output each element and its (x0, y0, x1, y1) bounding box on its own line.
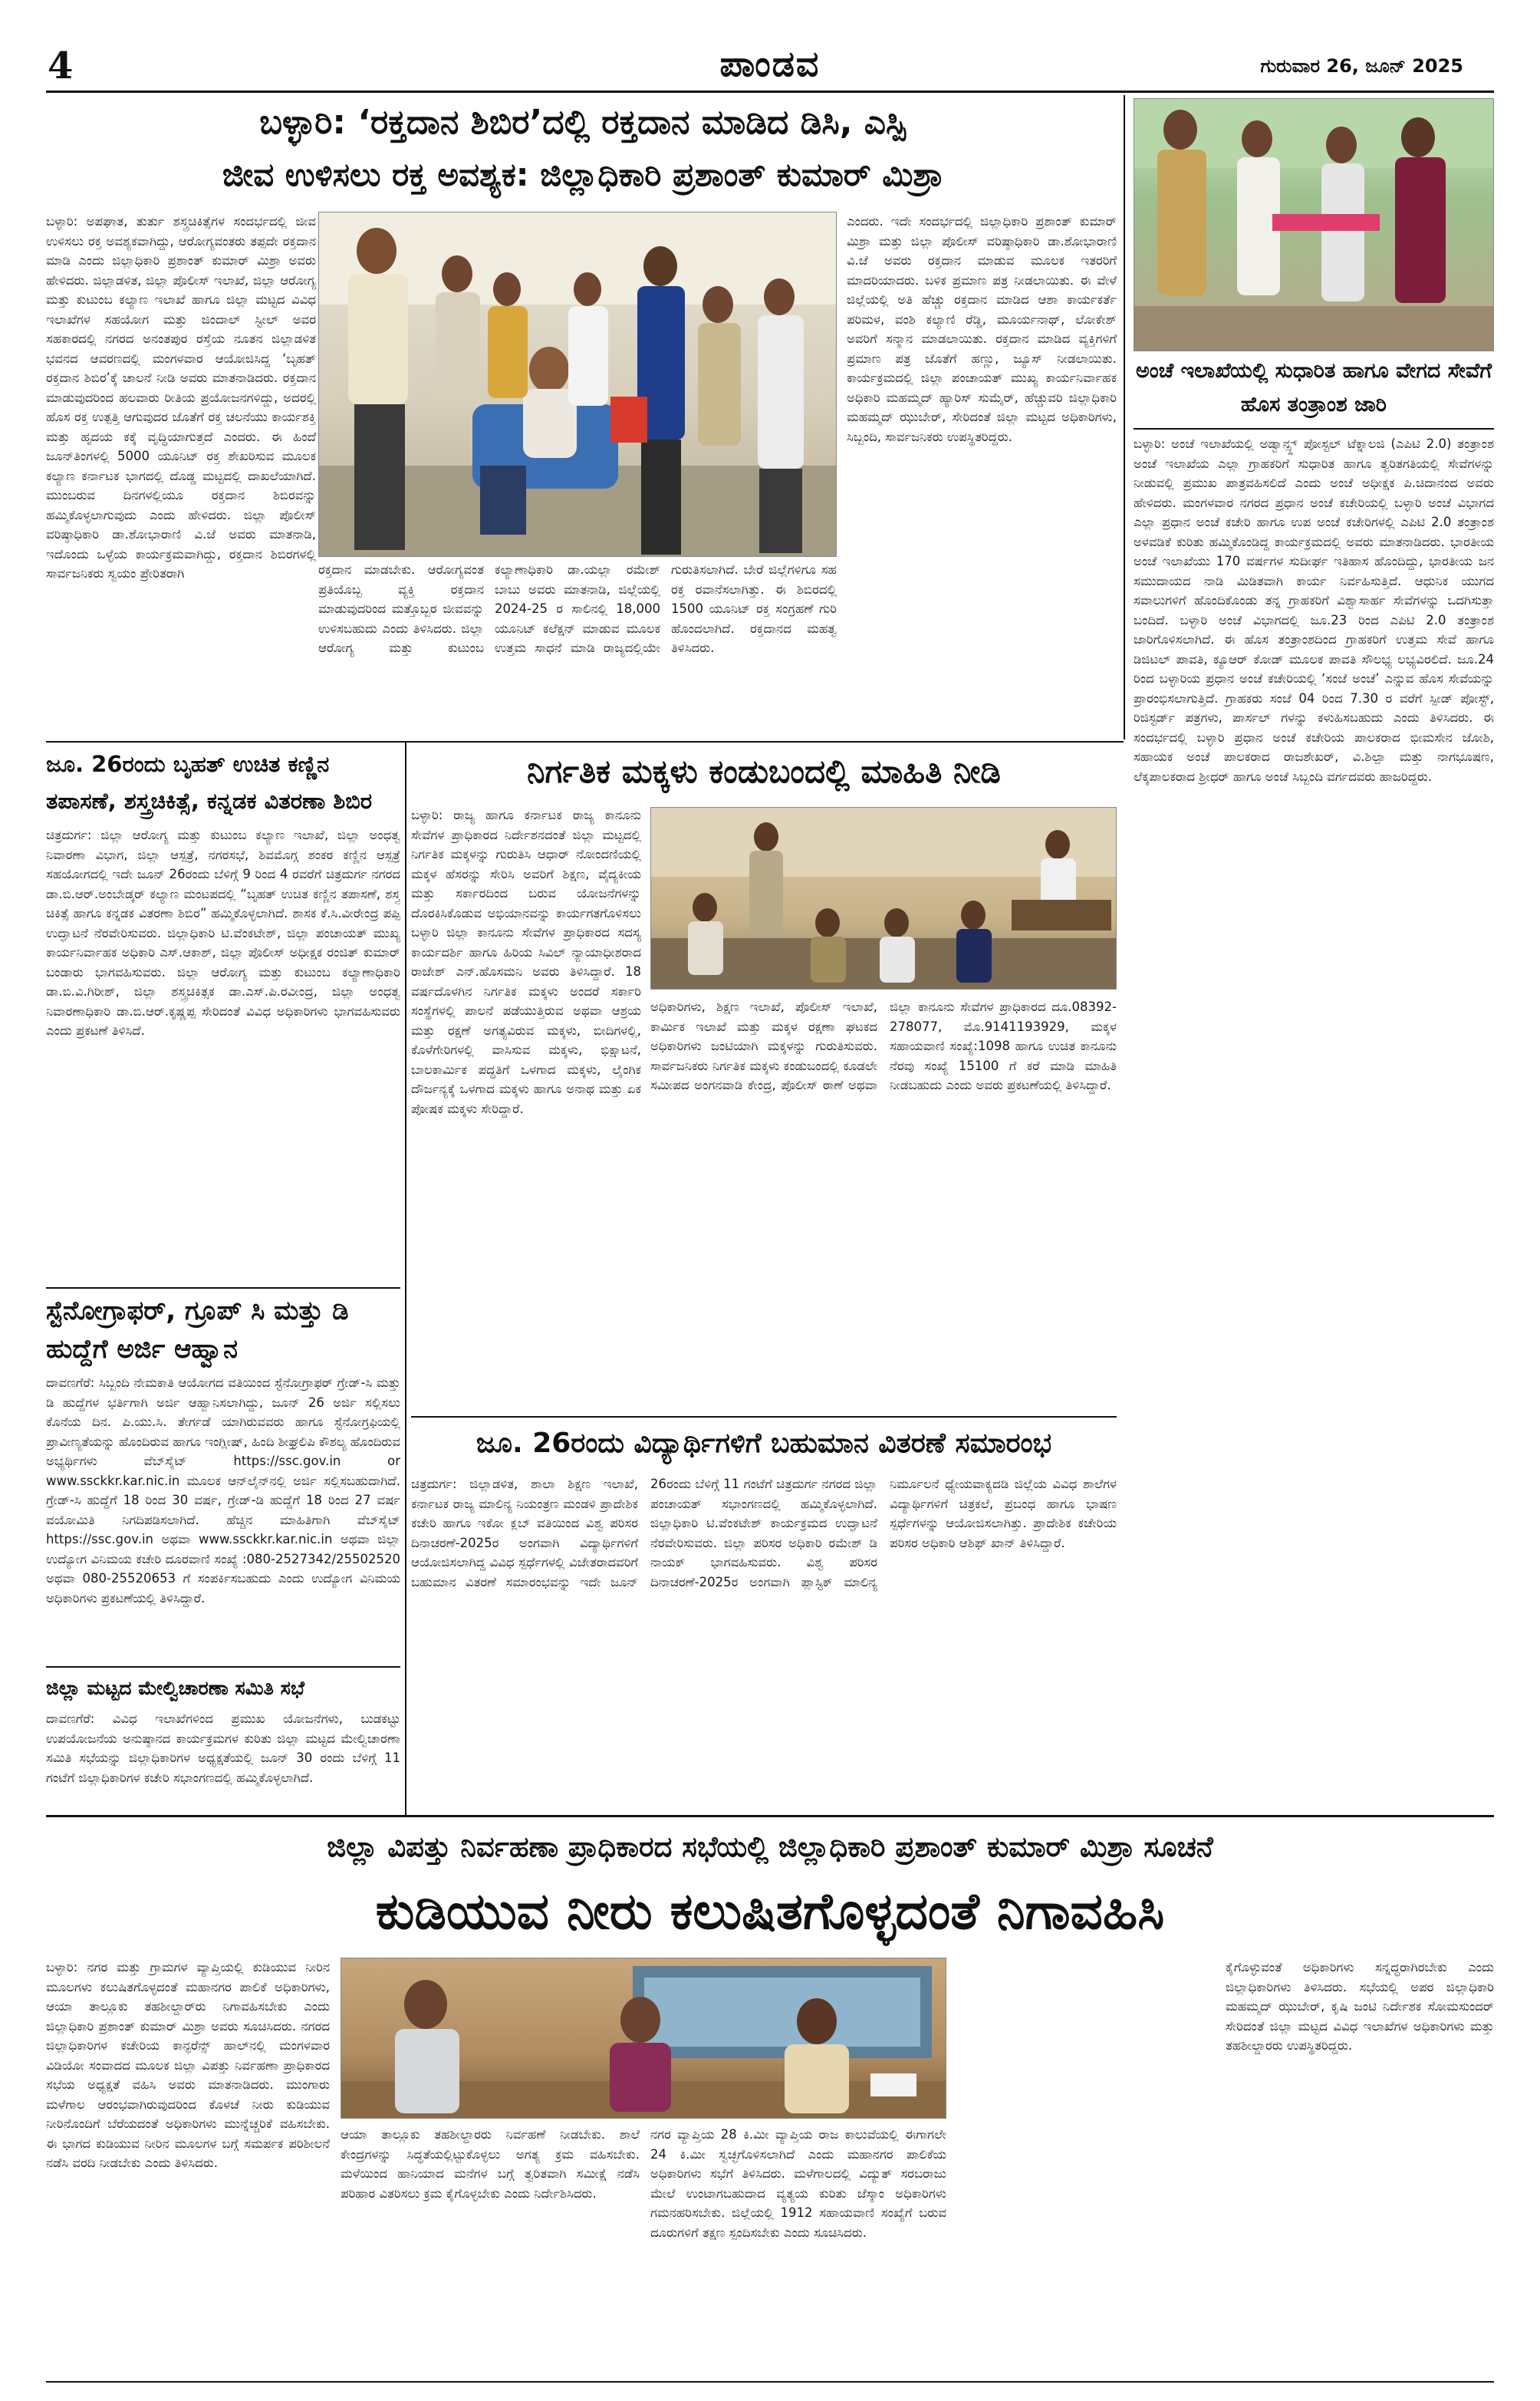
issue-date: ಗುರುವಾರ 26, ಜೂನ್ 2025 (1260, 55, 1463, 77)
vigilance-title: ಜಿಲ್ಲಾ ಮಟ್ಟದ ಮೇಲ್ವಿಚಾರಣಾ ಸಮಿತಿ ಸಭೆ (46, 1677, 304, 1699)
bottom-kicker: ಜಿಲ್ಲಾ ವಿಪತ್ತು ನಿರ್ವಹಣಾ ಪ್ರಾಧಿಕಾರದ ಸಭೆಯಲ್ಲಿ ಜಿಲ್ಲಾಧಿಕಾರಿ ಪ್ರಶಾಂತ್ ಕುಮಾರ್ ಮಿಶ್ರಾ ಸೂಚನೆ (327, 1830, 1213, 1863)
vigilance-body: ದಾವಣಗೆರೆ: ವಿವಿಧ ಇಲಾಖೆಗಳಿಂದ ಪ್ರಮುಖ ಯೋಜನೆಗಳು, ಬುಡಕಟ್ಟು ಉಪಯೋಜನೆಯ ಅನುಷ್ಠಾನದ ಕಾರ್ಯಕ್ರಮಗಳ ಕುರಿತು ಜಿಲ್ಲಾ ಮಟ್ಟದ ಮೇಲ್ವಿಚಾರಣಾ ಸಮಿತಿ ಸಭೆಯನ್ನು ಜಿಲ್ಲಾಧಿಕಾರಿಗಳ ಅಧ್ಯಕ್ಷತೆಯಲ್ಲಿ ಜೂನ್ 30 ರಂದು ಬೆಳಿಗ್ಗೆ 11 ಗಂಟೆಗೆ ಜಿಲ್ಲಾಧಿಕಾರಿಗಳ ಕಚೇರಿ ಸಭಾಂಗಣದಲ್ಲಿ ಹಮ್ಮಿಕೊಳ್ಳಲಾಗಿದೆ. (46, 1711, 400, 1785)
bottom-headline: ಕುಡಿಯುವ ನೀರು ಕಲುಷಿತಗೊಳ್ಳದಂತೆ ನಿಗಾವಹಿಸಿ (375, 1882, 1165, 1941)
footer-rule (46, 2381, 1494, 2383)
steno-title: ಸ್ಟೆನೋಗ್ರಾಫರ್, ಗ್ರೂಪ್ ಸಿ ಮತ್ತು ಡಿ ಹುದ್ದೆಗೆ ಅರ್ಜಿ ಆಹ್ವಾನ (46, 1296, 349, 1365)
disaster-meeting-illustration (341, 1958, 946, 2119)
orphan-column-2: ಅಧಿಕಾರಿಗಳು, ಶಿಕ್ಷಣ ಇಲಾಖೆ, ಪೊಲೀಸ್ ಇಲಾಖೆ, ಕಾರ್ಮಿಕ ಇಲಾಖೆ ಮತ್ತು ಮಕ್ಕಳ ರಕ್ಷಣಾ ಘಟಕದ ಅಧಿಕಾರಿಗಳು ಜಂಟಿಯಾಗಿ ಮಕ್ಕಳನ್ನು ಗುರುತಿಸುವರು. ಸಾರ್ವಜನಿಕರು ನಿರ್ಗತಿಕ ಮಕ್ಕಳು ಕಂಡುಬಂದಲ್ಲಿ ಕೂಡಲೇ ಸಮೀಪದ ಅಂಗನವಾಡಿ ಕೇಂದ್ರ, ಪೊಲೀಸ್ ಠಾಣೆ ಅಥವಾ ಜಿಲ್ಲಾ ಕಾನೂನು ಸೇವೆಗಳ ಪ್ರಾಧಿಕಾರದ ದೂ.08392-278077, ಮೊ.9141193929, ಮಕ್ಕಳ ಸಹಾಯವಾಣಿ ಸಂಖ್ಯೆ:1098 ಹಾಗೂ ಉಚಿತ ಕಾನೂನು ನೆರವು ಸಂಖ್ಯೆ 15100 ಗೆ ಕರೆ ಮಾಡಿ ಮಾಹಿತಿ ನೀಡಬಹುದು ಎಂದು ಅವರು ಪ್ರಕಟಣೆಯಲ್ಲಿ ತಿಳಿಸಿದ್ದಾರೆ. (650, 1000, 1117, 1092)
prize-title: ಜೂ. 26ರಂದು ವಿದ್ಯಾರ್ಥಿಗಳಿಗೆ ಬಹುಮಾನ ವಿತರಣೆ ಸಮಾರಂಭ (475, 1428, 1052, 1459)
bottom-column-3 (956, 1958, 1216, 2372)
blood-donation-photo (318, 212, 837, 557)
post-office-photo (1134, 98, 1494, 351)
disaster-meeting-photo (341, 1958, 946, 2119)
steno-body: ದಾವಣಗೆರೆ: ಸಿಬ್ಬಂದಿ ನೇಮಕಾತಿ ಆಯೋಗದ ವತಿಯಿಂದ ಸ್ಟೆನೋಗ್ರಾಫರ್ ಗ್ರೇಡ್-ಸಿ ಮತ್ತು ಡಿ ಹುದ್ದೆಗಳ ಭರ್ತಿಗಾಗಿ ಅರ್ಜಿ ಆಹ್ವಾನಿಸಲಾಗಿದ್ದು, ಜೂನ್ 26 ಅರ್ಜಿ ಸಲ್ಲಿಸಲು ಕೊನೆಯ ದಿನ. ಪಿ.ಯು.ಸಿ. ತೇರ್ಗಡೆ ಯಾಗಿರುವವರು ಹಾಗೂ ಸ್ಟೆನೋಗ್ರಫಿಯಲ್ಲಿ ಪ್ರಾವೀಣ್ಯತೆಯನ್ನು ಹೊಂದಿರುವ ಹಾಗೂ ಇಂಗ್ಲೀಷ್, ಹಿಂದಿ ಶೀಘ್ರಲಿಪಿ ಕೌಶಲ್ಯ ಹೊಂದಿರುವ ಅಭ್ಯರ್ಥಿಗಳು ವೆಬ್‌ಸೈಟ್ https://ssc.gov.in or www.ssckkr.kar.nic.in ಮೂಲಕ ಆನ್‌ಲೈನ್‌ನಲ್ಲಿ ಅರ್ಜಿ ಸಲ್ಲಿಸಬಹುದಾಗಿದೆ. ಗ್ರೇಡ್-ಸಿ ಹುದ್ದೆಗೆ 18 ರಿಂದ 30 ವರ್ಷ, ಗ್ರೇಡ್-ಡಿ ಹುದ್ದೆಗೆ 18 ರಿಂದ 27 ವರ್ಷ ವಯೋಮಿತಿ ನಿಗದಿಪಡಿಸಲಾಗಿದೆ. ಹೆಚ್ಚಿನ ಮಾಹಿತಿಗಾಗಿ ವೆಬ್‌ಸೈಟ್ https://ssc.gov.in ಅಥವಾ www.ssckkr.kar.nic.in ಅಥವಾ ಜಿಲ್ಲಾ ಉದ್ಯೋಗ ವಿನಿಮಯ ಕಚೇರಿ ದೂರವಾಣಿ ಸಂಖ್ಯೆ :080-2527342/25502520 ಅಥವಾ 080-25520653 ಗೆ ಸಂಪರ್ಕಿಸಬಹುದು ಎಂದು ಉದ್ಯೋಗ ವಿನಿಮಯ ಅಧಿಕಾರಿಗಳು ಪ್ರಕಟಣೆಯಲ್ಲಿ ತಿಳಿಸಿದ್ದಾರೆ. (46, 1375, 400, 1606)
eye-camp-body: ಚಿತ್ರದುರ್ಗ: ಜಿಲ್ಲಾ ಆರೋಗ್ಯ ಮತ್ತು ಕುಟುಂಬ ಕಲ್ಯಾಣ ಇಲಾಖೆ, ಜಿಲ್ಲಾ ಅಂಧತ್ವ ನಿವಾರಣಾ ವಿಭಾಗ, ಜಿಲ್ಲಾ ಆಸ್ಪತ್ರೆ, ನಗರಸಭೆ, ಶಿವಮೊಗ್ಗ ಶಂಕರ ಕಣ್ಣಿನ ಆಸ್ಪತ್ರೆ ಸಹಯೋಗದಲ್ಲಿ ಇದೇ ಜೂನ್ 26ರಂದು ಬೆಳಿಗ್ಗೆ 9 ರಿಂದ 4 ರವರೆಗೆ ಚಿತ್ರದುರ್ಗ ನಗರದ ಡಾ.ಬಿ.ಆರ್.ಅಂಬೇಡ್ಕರ್ ಕಲ್ಯಾಣ ಮಂಟಪದಲ್ಲಿ “ಬೃಹತ್ ಉಚಿತ ಕಣ್ಣಿನ ತಪಾಸಣೆ, ಶಸ್ತ್ರ ಚಿಕಿತ್ಸೆ ಹಾಗೂ ಕನ್ನಡಕ ವಿತರಣಾ ಶಿಬಿರ” ಹಮ್ಮಿಕೊಳ್ಳಲಾಗಿದೆ. ಶಾಸಕ ಕೆ.ಸಿ.ವೀರೇಂದ್ರ ಪಪ್ಪಿ ಉದ್ಘಾಟನೆ ನೆರವೇರಿಸುವರು. ಜಿಲ್ಲಾಧಿಕಾರಿ ಟಿ.ವೆಂಕಟೇಶ್, ಜಿಲ್ಲಾ ಪಂಚಾಯತ್ ಮುಖ್ಯ ಕಾರ್ಯನಿರ್ವಾಹಕ ಅಧಿಕಾರಿ ಎಸ್.ಆಕಾಶ್, ಜಿಲ್ಲಾ ಪೊಲೀಸ್ ಅಧೀಕ್ಷಕ ರಂಜಿತ್ ಕುಮಾರ್ ಬಂಡಾರು ಭಾಗವಹಿಸುವರು. ಜಿಲ್ಲಾ ಆರೋಗ್ಯ ಮತ್ತು ಕುಟುಂಬ ಕಲ್ಯಾಣಾಧಿಕಾರಿ ಡಾ.ಬಿ.ವಿ.ಗಿರೀಶ್, ಜಿಲ್ಲಾ ಶಸ್ತ್ರಚಿಕಿತ್ಸಕ ಡಾ.ಎಸ್.ಪಿ.ರವೀಂದ್ರ, ಜಿಲ್ಲಾ ಅಂಧತ್ವ ನಿವಾರಣಾಧಿಕಾರಿ ಡಾ.ಬಿ.ಆರ್.ಕೃಷ್ಣಪ್ಪ ಸೇರಿದಂತೆ ವಿವಿಧ ಅಧಿಕಾರಿಗಳು ಭಾಗವಹಿಸುವರು ಎಂದು ಪ್ರಕಟಣೆ ತಿಳಿಸಿದೆ. (46, 828, 400, 1038)
bottom-column-4: ಕೈಗೊಳ್ಳುವಂತೆ ಅಧಿಕಾರಿಗಳು ಸನ್ನದ್ಧರಾಗಿರಬೇಕು ಎಂದು ಜಿಲ್ಲಾಧಿಕಾರಿಗಳು ತಿಳಿಸಿದರು. ಸಭೆಯಲ್ಲಿ ಅಪರ ಜಿಲ್ಲಾಧಿಕಾರಿ ಮಹಮ್ಮದ್ ಝುಬೇರ್, ಕೃಷಿ ಜಂಟಿ ನಿರ್ದೇಶಕ ಸೋಮಸುಂದರ್ ಸೇರಿದಂತೆ ಜಿಲ್ಲಾ ಮಟ್ಟದ ವಿವಿಧ ಇಲಾಖೆಗಳ ಅಧಿಕಾರಿಗಳು ಮತ್ತು ತಹಶೀಲ್ದಾರರು ಉಪಸ್ಥಿತರಿದ್ದರು. (1226, 1960, 1494, 2053)
bottom-column-2: ಆಯಾ ತಾಲ್ಲೂಕು ತಹಶೀಲ್ದಾರರು ನಿರ್ವಹಣೆ ನೀಡಬೇಕು. ಶಾಲೆ ಕೇಂದ್ರಗಳನ್ನು ಸಿದ್ಧತೆಯಲ್ಲಿಟ್ಟುಕೊಳ್ಳಲು ಅಗತ್ಯ ಕ್ರಮ ವಹಿಸಬೇಕು. ಮಳೆಯಿಂದ ಹಾನಿಯಾದ ಮನೆಗಳ ಬಗ್ಗೆ ತ್ವರಿತವಾಗಿ ಸಮೀಕ್ಷೆ ನಡೆಸಿ ಪರಿಹಾರ ವಿತರಿಸಲು ಕ್ರಮ ಕೈಗೊಳ್ಳಬೇಕು ಎಂದು ನಿರ್ದೇಶಿಸಿದರು. (341, 2127, 640, 2201)
bottom-column-2b: ನಗರ ವ್ಯಾಪ್ತಿಯ 28 ಕಿ.ಮೀ ವ್ಯಾಪ್ತಿಯ ರಾಜ ಕಾಲುವೆಯಲ್ಲಿ ಈಗಾಗಲೇ 24 ಕಿ.ಮೀ ಸ್ವಚ್ಛಗೊಳಿಸಲಾಗಿದೆ ಎಂದು ಮಹಾನಗರ ಪಾಲಿಕೆಯ ಅಧಿಕಾರಿಗಳು ಸಭೆಗೆ ತಿಳಿಸಿದರು. ಮಳೆಗಾಲದಲ್ಲಿ ವಿದ್ಯುತ್ ಸರಬರಾಜು ಮೇಲೆ ಉಂಟಾಗಬಹುದಾದ ವ್ಯತ್ಯಯ ಕುರಿತು ಜೆಸ್ಕಾಂ ಅಧಿಕಾರಿಗಳು ಗಮನಹರಿಸಬೇಕು. ಜಿಲ್ಲೆಯಲ್ಲಿ 1912 ಸಹಾಯವಾಣಿ ಸಂಖ್ಯೆಗೆ ಬರುವ ದೂರುಗಳಿಗೆ ತಕ್ಷಣ ಸ್ಪಂದಿಸಬೇಕು ಎಂದು ಸೂಚಿಸಿದರು. (650, 2127, 946, 2240)
masthead: ಪಾಂಡವ (719, 43, 821, 84)
lead-headline: ಬಳ್ಳಾರಿ: ‘ರಕ್ತದಾನ ಶಿಬಿರ’ದಲ್ಲಿ ರಕ್ತದಾನ ಮಾಡಿದ ಡಿಸಿ, ಎಸ್ಪಿ (259, 103, 907, 142)
lead-column-3: ಎಂದರು. ಇದೇ ಸಂದರ್ಭದಲ್ಲಿ ಜಿಲ್ಲಾಧಿಕಾರಿ ಪ್ರಶಾಂತ್ ಕುಮಾರ್ ಮಿಶ್ರಾ ಮತ್ತು ಜಿಲ್ಲಾ ಪೊಲೀಸ್ ವರಿಷ್ಠಾಧಿಕಾರಿ ಡಾ.ಶೋಭಾರಾಣಿ ವಿ.ಜೆ ಅವರು ರಕ್ತದಾನ ಮಾಡುವ ಮೂಲಕ ಇತರರಿಗೆ ಮಾದರಿಯಾದರು. ಬಳಿಕ ಪ್ರಮಾಣ ಪತ್ರ ನೀಡಲಾಯಿತು. ಈ ವೇಳೆ ಜಿಲ್ಲೆಯಲ್ಲಿ ಅತಿ ಹೆಚ್ಚು ರಕ್ತದಾನ ಮಾಡಿದ ಆಶಾ ಕಾರ್ಯಕರ್ತೆ ಪರಿಮಳ, ವಂಶಿ ಕಲ್ಯಾಣಿ ರೆಡ್ಡಿ, ಮೂರ್ಯನಾಥ್, ಲೋಕೇಶ್ ಅವರಿಗೆ ಸನ್ಮಾನ ಮಾಡಲಾಯಿತು. ರಕ್ತದಾನ ಮಾಡಿದ ವ್ಯಕ್ತಿಗಳಿಗೆ ಪ್ರಮಾಣ ಪತ್ರ ಜೊತೆಗೆ ಹಣ್ಣು, ಜ್ಯೂಸ್ ನೀಡಲಾಯಿತು. ಕಾರ್ಯಕ್ರಮದಲ್ಲಿ ಜಿಲ್ಲಾ ಪಂಚಾಯತ್ ಮುಖ್ಯ ಕಾರ್ಯನಿರ್ವಾಹಕ ಅಧಿಕಾರಿ ಮಹಮ್ಮದ್ ಹ್ಯಾರಿಸ್ ಸುಮೈರ್, ಹೆಚ್ಚುವರಿ ಜಿಲ್ಲಾಧಿಕಾರಿ ಮಹಮ್ಮದ್ ಝುಬೇರ್, ಸೇರಿದಂತೆ ಜಿಲ್ಲಾ ಮಟ್ಟದ ಅಧಿಕಾರಿಗಳು, ಸಿಬ್ಬಂದಿ, ಸಾರ್ವಜನಿಕರು ಉಪಸ್ಥಿತರಿದ್ದರು. (847, 214, 1117, 444)
post-office-illustration (1134, 99, 1494, 351)
column-rule (1124, 95, 1125, 739)
page-number: 4 (48, 44, 74, 87)
steno-rule (46, 1666, 400, 1668)
orphan-column-1: ಬಳ್ಳಾರಿ: ರಾಜ್ಯ ಹಾಗೂ ಕರ್ನಾಟಕ ರಾಜ್ಯ ಕಾನೂನು ಸೇವೆಗಳ ಪ್ರಾಧಿಕಾರದ ನಿರ್ದೇಶನದಂತೆ ಜಿಲ್ಲಾ ಮಟ್ಟದಲ್ಲಿ ನಿರ್ಗತಿಕ ಮಕ್ಕಳನ್ನು ಗುರುತಿಸಿ ಆಧಾರ್ ನೋಂದಣಿಯಲ್ಲಿ ಮಕ್ಕಳ ಹೆಸರನ್ನು ಸೇರಿಸಿ ಅವರಿಗೆ ಶಿಕ್ಷಣ, ವೈದ್ಯಕೀಯ ಮತ್ತು ಸರ್ಕಾರದಿಂದ ಬರುವ ಯೋಜನೆಗಳನ್ನು ದೊರಕಿಸಿಕೊಡುವ ಅಭಿಯಾನವನ್ನು ಕಾರ್ಯಗತಗೊಳಿಸಲು ಬಳ್ಳಾರಿ ಜಿಲ್ಲಾ ಕಾನೂನು ಸೇವೆಗಳ ಪ್ರಾಧಿಕಾರದ ಸದಸ್ಯ ಕಾರ್ಯದರ್ಶಿ ಹಾಗೂ ಹಿರಿಯ ಸಿವಿಲ್ ನ್ಯಾಯಾಧೀಶರಾದ ರಾಜೇಶ್ ಎನ್.ಹೊಸಮನಿ ಅವರು ತಿಳಿಸಿದ್ದಾರೆ. 18 ವರ್ಷದೊಳಗಿನ ನಿರ್ಗತಿಕ ಮಕ್ಕಳು ಅಂದರೆ ಸರ್ಕಾರಿ ಸಂಸ್ಥೆಗಳಲ್ಲಿ ಪಾಲನೆ ಪಡೆಯುತ್ತಿರುವ ಅಥವಾ ಆಶ್ರಯ ಮತ್ತು ರಕ್ಷಣೆ ಅಗತ್ಯವಿರುವ ಮಕ್ಕಳು, ಬೀದಿಗಳಲ್ಲಿ, ಕೊಳೆಗೇರಿಗಳಲ್ಲಿ ವಾಸಿಸುವ ಮಕ್ಕಳು, ಭಿಕ್ಷಾಟನೆ, ಬಾಲಕಾರ್ಮಿಕ ಪದ್ಧತಿಗೆ ಒಳಗಾದ ಮಕ್ಕಳು, ಲೈಂಗಿಕ ದೌರ್ಜನ್ಯಕ್ಕೆ ಒಳಗಾದ ಮಕ್ಕಳು ಹಾಗೂ ಅನಾಥ ಮತ್ತು ಏಕ ಪೋಷಕ ಮಕ್ಕಳು ಸೇರಿದ್ದಾರೆ. (411, 808, 641, 1116)
lead-middle-text: ರಕ್ತದಾನ ಮಾಡಬೇಕು. ಆರೋಗ್ಯವಂತ ಪ್ರತಿಯೊಬ್ಬ ವ್ಯಕ್ತಿ ರಕ್ತದಾನ ಮಾಡುವುದರಿಂದ ಮತ್ತೊಬ್ಬರ ಜೀವವನ್ನು ಉಳಿಸಬಹುದು ಎಂದು ತಿಳಿಸಿದರು. ಜಿಲ್ಲಾ ಆರೋಗ್ಯ ಮತ್ತು ಕುಟುಂಬ ಕಲ್ಯಾಣಾಧಿಕಾರಿ ಡಾ.ಯಲ್ಲಾ ರಮೇಶ್ ಬಾಬು ಅವರು ಮಾತನಾಡಿ, ಜಿಲ್ಲೆಯಲ್ಲಿ 2024-25 ರ ಸಾಲಿನಲ್ಲಿ 18,000 ಯೂನಿಟ್ ಕಲೆಕ್ಷನ್ ಮಾಡುವ ಮೂಲಕ ಉತ್ತಮ ಸಾಧನೆ ಮಾಡಿ ರಾಜ್ಯದಲ್ಲಿಯೇ ಗುರುತಿಸಲಾಗಿದೆ. ಬೇರೆ ಜಿಲ್ಲೆಗಳಿಗೂ ಸಹ ರಕ್ತ ರವಾನೆಸಲಾಗಿತ್ತು. ಈ ಶಿಬಿರದಲ್ಲಿ 1500 ಯೂನಿಟ್ ರಕ್ತ ಸಂಗ್ರಹಣೆ ಗುರಿ ಹೊಂದಲಾಗಿದೆ. ರಕ್ತದಾನದ ಮಹತ್ವ ತಿಳಿಸಿದರು. (318, 562, 837, 655)
side-title-rule (1134, 428, 1494, 430)
orphan-title: ನಿರ್ಗತಿಕ ಮಕ್ಕಳು ಕಂಡುಬಂದಲ್ಲಿ ಮಾಹಿತಿ ನೀಡಿ (527, 753, 1001, 790)
header-rule (46, 91, 1494, 93)
section-rule (46, 741, 1124, 743)
bottom-rule (46, 1815, 1494, 1817)
side-story-body: ಬಳ್ಳಾರಿ: ಅಂಚೆ ಇಲಾಖೆಯಲ್ಲಿ ಅಡ್ವಾನ್ಸ್ಡ್ ಪೋಸ್ಟಲ್ ಟೆಕ್ನಾಲಜಿ (ಎಪಿಟಿ 2.0) ತಂತ್ರಾಂಶ ಅಂಚೆ ಇಲಾಖೆಯ ಎಲ್ಲಾ ಗ್ರಾಹಕರಿಗೆ ಸುಧಾರಿತ ಹಾಗೂ ತ್ವರಿತಗತಿಯಲ್ಲಿ ಸೇವೆಗಳನ್ನು ನೀಡುವಲ್ಲಿ ಪ್ರಮುಖ ಪಾತ್ರವಹಿಸಲಿದೆ ಎಂದು ಅಂಚೆ ಅಧೀಕ್ಷಕ ಪಿ.ಚಿದಾನಂದ ಅವರು ಹೇಳಿದರು. ಮಂಗಳವಾರ ನಗರದ ಪ್ರಧಾನ ಅಂಚೆ ಕಚೇರಿಯಲ್ಲಿ ಬಳ್ಳಾರಿ ಅಂಚೆ ವಿಭಾಗದ ಎಲ್ಲಾ ಪ್ರಧಾನ ಅಂಚೆ ಕಚೇರಿ ಹಾಗೂ ಉಪ ಅಂಚೆ ಕಚೇರಿಗಳಲ್ಲಿ ಎಪಿಟಿ 2.0 ತಂತ್ರಾಂಶ ಅಳವಡಿಕೆ ಕುರಿತು ಹಮ್ಮಿಕೊಂಡಿದ್ದ ಕಾರ್ಯಕ್ರಮದಲ್ಲಿ ಅವರು ಮಾತನಾಡಿದರು. ಭಾರತೀಯ ಅಂಚೆ ಇಲಾಖೆಯು 170 ವರ್ಷಗಳ ಸುದೀರ್ಘ ಇತಿಹಾಸ ಹೊಂದಿದ್ದು, ಭಾರತೀಯ ಜನ ಸಮುದಾಯದ ನಾಡಿ ಮಿಡಿತವಾಗಿ ಕಾರ್ಯ ನಿರ್ವಹಿಸುತ್ತಿದೆ. ಆಧುನಿಕ ಯುಗದ ಸವಾಲುಗಳಿಗೆ ಹೊಂದಿಕೊಂಡು ತನ್ನ ಗ್ರಾಹಕರಿಗೆ ವಿಶ್ವಾಸಾರ್ಹ ಸೇವೆಗಳನ್ನು ಒದಗಿಸುತ್ತಾ ಬಂದಿದೆ. ಬಳ್ಳಾರಿ ಅಂಚೆ ವಿಭಾಗದಲ್ಲಿ ಜೂ.23 ರಿಂದ ಎಪಿಟಿ 2.0 ತಂತ್ರಾಂಶ ಜಾರಿಗೊಳಿಸಲಾಗಿದೆ. ಈ ಹೊಸ ತಂತ್ರಾಂಶದಿಂದ ಗ್ರಾಹಕರಿಗೆ ಉತ್ತಮ ಸೇವೆ ಹಾಗೂ ಡಿಜಿಟಲ್ ಪಾವತಿ, ಕ್ಯೂಆರ್ ಕೋಡ್ ಮೂಲಕ ಪಾವತಿ ಸೌಲಭ್ಯ ಲಭ್ಯವಿರಲಿದೆ. ಜೂ.24 ರಿಂದ ಬಳ್ಳಾರಿಯ ಪ್ರಧಾನ ಅಂಚೆ ಕಚೇರಿಯಲ್ಲಿ ‘ಸಂಜೆ ಅಂಚೆ’ ಎನ್ನುವ ಹೊಸ ಸೇವೆಯನ್ನು ಪ್ರಾರಂಭಿಸಲಾಗುತ್ತಿದೆ. ಗ್ರಾಹಕರು ಸಂಜೆ 04 ರಿಂದ 7.30 ರ ವರೆಗೆ ಸ್ಪೀಡ್ ಪೋಸ್ಟ್, ರಿಜಿಸ್ಟರ್ಡ್ ಪತ್ರಗಳು, ಪಾರ್ಸಲ್ ಗಳನ್ನು ಕಳುಹಿಸಬಹುದು ಎಂದು ತಿಳಿಸಿದರು. ಈ ಸಂದರ್ಭದಲ್ಲಿ ಬಳ್ಳಾರಿ ಪ್ರಧಾನ ಅಂಚೆ ಕಚೇರಿಯ ಪಾಲಕರಾದ ಭೀಮಸೇನ ಜೋಶಿ, ಸಹಾಯಕ ಅಂಚೆ ಪಾಲಕರಾದ ರಾಜಶೇಖರ್, ವಿ.ಶಿಲ್ಪಾ ಮತ್ತು ನಾಗಭೂಷಣ, ಲೆಕ್ಕಪಾಲಕರಾದ ಶ್ರೀಧರ್ ಹಾಗೂ ಅಂಚೆ ಸಿಬ್ಬಂದಿ ವರ್ಗದವರು ಹಾಜರಿದ್ದರು. (1134, 436, 1494, 784)
meeting-illustration (651, 808, 1117, 990)
orphan-rule (411, 1416, 1117, 1418)
column-rule-left (405, 741, 406, 1815)
eye-camp-rule (46, 1287, 400, 1289)
side-story-title: ಅಂಚೆ ಇಲಾಖೆಯಲ್ಲಿ ಸುಧಾರಿತ ಹಾಗೂ ವೇಗದ ಸೇವೆಗೆ ಹೊಸ ತಂತ್ರಾಂಶ ಜಾರಿ (1135, 359, 1492, 417)
lead-subheadline: ಜೀವ ಉಳಿಸಲು ರಕ್ತ ಅವಶ್ಯಕ: ಜಿಲ್ಲಾಧಿಕಾರಿ ಪ್ರಶಾಂತ್ ಕುಮಾರ್ ಮಿಶ್ರಾ (222, 156, 944, 193)
eye-camp-title: ಜೂ. 26ರಂದು ಬೃಹತ್ ಉಚಿತ ಕಣ್ಣಿನ ತಪಾಸಣೆ, ಶಸ್ತ್ರಚಿಕಿತ್ಸೆ, ಕನ್ನಡಕ ವಿತರಣಾ ಶಿಬಿರ (46, 751, 373, 814)
lead-column-1: ಬಳ್ಳಾರಿ: ಅಪಘಾತ, ತುರ್ತು ಶಸ್ತ್ರಚಿಕಿತ್ಸೆಗಳ ಸಂದರ್ಭದಲ್ಲಿ ಜೀವ ಉಳಿಸಲು ರಕ್ತ ಅವಶ್ಯಕವಾಗಿದ್ದು, ಆರೋಗ್ಯವಂತರು ತಪ್ಪದೇ ರಕ್ತದಾನ ಮಾಡಿ ಎಂದು ಜಿಲ್ಲಾಧಿಕಾರಿ ಪ್ರಶಾಂತ್ ಕುಮಾರ್ ಮಿಶ್ರಾ ಅವರು ಹೇಳಿದರು. ಜಿಲ್ಲಾಡಳಿತ, ಜಿಲ್ಲಾ ಪೊಲೀಸ್ ಇಲಾಖೆ, ಜಿಲ್ಲಾ ಆರೋಗ್ಯ ಮತ್ತು ಕುಟುಂಬ ಕಲ್ಯಾಣ ಇಲಾಖೆ ಹಾಗೂ ಜಿಲ್ಲಾ ಮಟ್ಟದ ವಿವಿಧ ಇಲಾಖೆಗಳ ಸಹಯೋಗ ಮತ್ತು ಜಿಂದಾಲ್ ಸ್ಟೀಲ್ ಅವರ ಸಹಕಾರದಲ್ಲಿ ನಗರದ ಅನಂತಪುರ ರಸ್ತೆಯ ನೂತನ ಜಿಲ್ಲಾಡಳಿತ ಭವನದ ಆವರಣದಲ್ಲಿ ಮಂಗಳವಾರ ಆಯೋಜಿಸಿದ್ದ ‘ಬೃಹತ್ ರಕ್ತದಾನ ಶಿಬಿರ’ಕ್ಕೆ ಚಾಲನೆ ನೀಡಿ ಅವರು ಮಾತನಾಡಿದರು. ರಕ್ತದಾನ ಮಾಡುವುದರಿಂದ ಹಲವಾರು ರೀತಿಯ ಪ್ರಯೋಜನಗಳಿದ್ದು, ಅದರಲ್ಲಿ ಹೊಸ ರಕ್ತ ಉತ್ಪತ್ತಿ ಆಗುವುದರ ಜೊತೆಗೆ ರಕ್ತ ಚಲನೆಯು ಕಾರ್ಯಶಕ್ತಿ ಮತ್ತು ಹೃದಯ ಕಕ್ಕೆ ವೃದ್ಧಿಯಾಗುತ್ತದೆ ಎಂದರು. ಈ ಹಿಂದೆ ಜೂನ್‌ತಿಂಗಳಲ್ಲಿ 5000 ಯೂನಿಟ್ ರಕ್ತ ಶೇಖರಿಸುವ ಮೂಲಕ ಕಲ್ಯಾಣ ಕರ್ನಾಟಕ ಭಾಗದಲ್ಲಿ ದೊಡ್ಡ ಮಟ್ಟದಲ್ಲಿ ದಾಖಲೆಯಾಗಿದೆ. ಮುಂಬರುವ ದಿನಗಳಲ್ಲಿಯೂ ರಕ್ತದಾನ ಶಿಬಿರವನ್ನು ಹಮ್ಮಿಕೊಳ್ಳಲಾಗುವುದು ಎಂದು ಹೇಳಿದರು. ಜಿಲ್ಲಾ ಪೊಲೀಸ್ ವರಿಷ್ಠಾಧಿಕಾರಿ ಡಾ.ಶೋಭಾರಾಣಿ ವಿ.ಜೆ ಅವರು ಮಾತನಾಡಿ, ಇದೊಂದು ಒಳ್ಳೆಯ ಕಾರ್ಯಕ್ರಮವಾಗಿದ್ದು, ರಕ್ತದಾನ ಶಿಬಿರಗಳಲ್ಲಿ ಸಾರ್ವಜನಿಕರು ಸ್ವಯಂ ಪ್ರೇರಿತರಾಗಿ (46, 214, 316, 581)
bottom-column-1: ಬಳ್ಳಾರಿ: ನಗರ ಮತ್ತು ಗ್ರಾಮಗಳ ವ್ಯಾಪ್ತಿಯಲ್ಲಿ ಕುಡಿಯುವ ನೀರಿನ ಮೂಲಗಳು ಕಲುಷಿತಗೊಳ್ಳದಂತೆ ಮಹಾನಗರ ಪಾಲಿಕೆ ಅಧಿಕಾರಿಗಳು, ಆಯಾ ತಾಲ್ಲೂಕು ತಹಶೀಲ್ದಾರ್‌ರು ನಿಗಾವಹಿಸಬೇಕು ಎಂದು ಜಿಲ್ಲಾಧಿಕಾರಿ ಪ್ರಶಾಂತ್ ಕುಮಾರ್ ಮಿಶ್ರಾ ಅವರು ಸೂಚಿಸಿದರು. ನಗರದ ಜಿಲ್ಲಾಧಿಕಾರಿಗಳ ಕಚೇರಿಯ ಕಾನ್ಫರೆನ್ಸ್ ಹಾಲ್‌ನಲ್ಲಿ ಮಂಗಳವಾರ ವಿಡಿಯೋ ಸಂವಾದದ ಮೂಲಕ ಜಿಲ್ಲಾ ವಿಪತ್ತು ನಿರ್ವಹಣಾ ಪ್ರಾಧಿಕಾರದ ಸಭೆಯ ಅಧ್ಯಕ್ಷತೆ ವಹಿಸಿ ಅವರು ಮಾತನಾಡಿದರು. ಮುಂಗಾರು ಮಳೆಗಾಲ ಆರಂಭವಾಗಿರುವುದರಿಂದ ಕೊಳಚೆ ನೀರು ಕುಡಿಯುವ ನೀರಿನೊಂದಿಗೆ ಬೆರೆಯದಂತೆ ಅಧಿಕಾರಿಗಳು ಮುನ್ನೆಚ್ಚರಿಕೆ ವಹಿಸಬೇಕು. ಈ ಭಾಗದ ಕುಡಿಯುವ ನೀರಿನ ಮೂಲಗಳ ಬಗ್ಗೆ ಸಮರ್ಪಕ ಪರಿಶೀಲನೆ ನಡೆಸಿ ವರದಿ ನೀಡಬೇಕು ಎಂದು ತಿಳಿಸಿದರು. (46, 1960, 330, 2170)
blood-donation-illustration (319, 212, 837, 557)
meeting-photo (650, 807, 1117, 990)
prize-body: ಚಿತ್ರದುರ್ಗ: ಜಿಲ್ಲಾಡಳಿತ, ಶಾಲಾ ಶಿಕ್ಷಣ ಇಲಾಖೆ, ಕರ್ನಾಟಕ ರಾಜ್ಯ ಮಾಲಿನ್ಯ ನಿಯಂತ್ರಣ ಮಂಡಳಿ ಪ್ರಾದೇಶಿಕ ಕಚೇರಿ ಹಾಗೂ ಇಕೋ ಕ್ಲಬ್ ವತಿಯಿಂದ ವಿಶ್ವ ಪರಿಸರ ದಿನಾಚರಣೆ-2025ರ ಅಂಗವಾಗಿ ವಿದ್ಯಾರ್ಥಿಗಳಿಗೆ ಆಯೋಜಿಸಲಾಗಿದ್ದ ವಿವಿಧ ಸ್ಪರ್ಧೆಗಳಲ್ಲಿ ವಿಜೇತರಾದವರಿಗೆ ಬಹುಮಾನ ವಿತರಣೆ ಸಮಾರಂಭವನ್ನು ಇದೇ ಜೂನ್ 26ರಂದು ಬೆಳಿಗ್ಗೆ 11 ಗಂಟೆಗೆ ಚಿತ್ರದುರ್ಗ ನಗರದ ಜಿಲ್ಲಾ ಪಂಚಾಯತ್ ಸಭಾಂಗಣದಲ್ಲಿ ಹಮ್ಮಿಕೊಳ್ಳಲಾಗಿದೆ. ಜಿಲ್ಲಾಧಿಕಾರಿ ಟಿ.ವೆಂಕಟೇಶ್ ಕಾರ್ಯಕ್ರಮದ ಉದ್ಘಾಟನೆ ನೆರವೇರಿಸುವರು. ಜಿಲ್ಲಾ ಪರಿಸರ ಅಧಿಕಾರಿ ರಮೇಶ್ ಡಿ ನಾಯಕ್ ಭಾಗವಹಿಸುವರು. ವಿಶ್ವ ಪರಿಸರ ದಿನಾಚರಣೆ-2025ರ ಅಂಗವಾಗಿ ಪ್ಲಾಸ್ಟಿಕ್ ಮಾಲಿನ್ಯ ನಿರ್ಮೂಲನೆ ಧ್ಯೇಯವಾಕ್ಯದಡಿ ಜಿಲ್ಲೆಯ ವಿವಿಧ ಶಾಲೆಗಳ ವಿದ್ಯಾರ್ಥಿಗಳಿಗೆ ಚಿತ್ರಕಲೆ, ಪ್ರಬಂಧ ಹಾಗೂ ಭಾಷಣ ಸ್ಪರ್ಧೆಗಳನ್ನು ಆಯೋಜಿಸಲಾಗಿತ್ತು. ಪ್ರಾದೇಶಿಕ ಕಚೇರಿಯ ಪರಿಸರ ಅಧಿಕಾರಿ ಆಶಿಫ್ ಖಾನ್ ತಿಳಿಸಿದ್ದಾರೆ. (411, 1477, 1117, 1589)
